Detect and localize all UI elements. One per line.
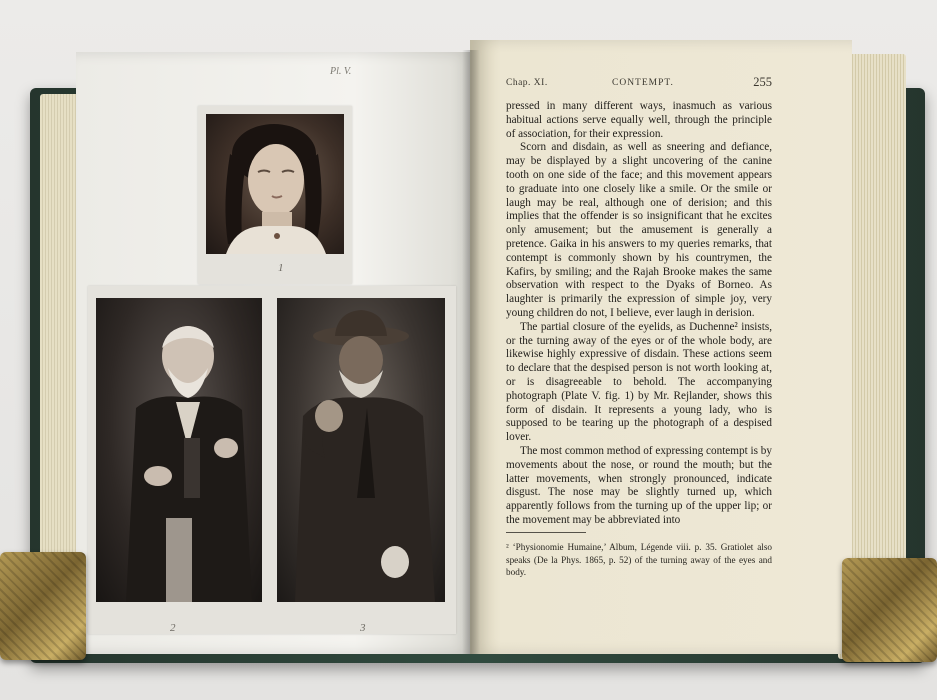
figure-label-1: 1 — [278, 262, 284, 274]
figure-label-3: 3 — [360, 622, 366, 634]
photo-man-with-hat-icon — [277, 298, 445, 602]
plate-mark: Pl. V. — [330, 66, 352, 77]
paragraph: The partial closure of the eyelids, as Duchenne² insists, or the turning away of the eyes or of the whole body, are likewise highly expressive of disdain. These actions seem to declare that the despised person is not worth looking at, or is disagreeable to behold. The accompanying photograph (Plate V. fig. 1) by Mr. Rejlander, shows this form of disdain. It represents a young lady, who is supposed to be tearing up the photograph of a despised lover. — [506, 320, 772, 444]
footnote-rule — [506, 532, 586, 533]
paragraph: The most common method of expressing contempt is by movements about the nose, or round the mouth; but the latter movements, when strongly pronounced, indicate disgust. The nose may be slightly turned up, which apparently follows from the turning up of the upper lip; or the movement may be abbreviated into — [506, 444, 772, 526]
book-gutter — [462, 50, 480, 654]
page-number: 255 — [753, 75, 772, 89]
chapter-label: Chap. XI. — [506, 78, 548, 88]
page-header — [506, 75, 772, 92]
brass-book-stand-right — [842, 558, 937, 662]
footnote: ² ‘Physionomie Humaine,’ Album, Légende viii. p. 35. Gratiolet also speaks (De la Phys. 1865, p. 52) of the turning away of the eyes and body. — [506, 542, 772, 577]
photo-figure-2 — [96, 298, 262, 602]
paragraph: pressed in many different ways, inasmuch as various habitual actions serve equally well, through the principle of association, for their expression. — [506, 100, 772, 140]
photo-figure-1 — [206, 114, 344, 254]
page-body-text — [506, 100, 772, 528]
page-heading: CONTEMPT. — [612, 78, 674, 88]
brass-book-stand-left — [0, 552, 86, 660]
photo-young-woman-icon — [206, 114, 344, 254]
figure-label-2: 2 — [170, 622, 176, 634]
photo-old-man-scowling-icon — [96, 298, 262, 602]
photo-figure-3 — [277, 298, 445, 602]
paragraph: Scorn and disdain, as well as sneering and defiance, may be displayed by a slight uncovering of the canine tooth on one side of the face; and this movement appears to graduate into one closely like a smile. Or the smile or laugh may be real, although one of derision; and this implies that the offender is so insignificant that he excites only amusement; but the amusement is generally a pretence. Gaika in his answers to my queries remarks, that contempt is commonly shown by his countrymen, the Kafirs, by smiling; and the Rajah Brooke makes the same observation with respect to the Dyaks of Borneo. As laughter is primarily the expression of simple joy, very young children do not, I believe, ever laugh in derision. — [506, 141, 772, 319]
